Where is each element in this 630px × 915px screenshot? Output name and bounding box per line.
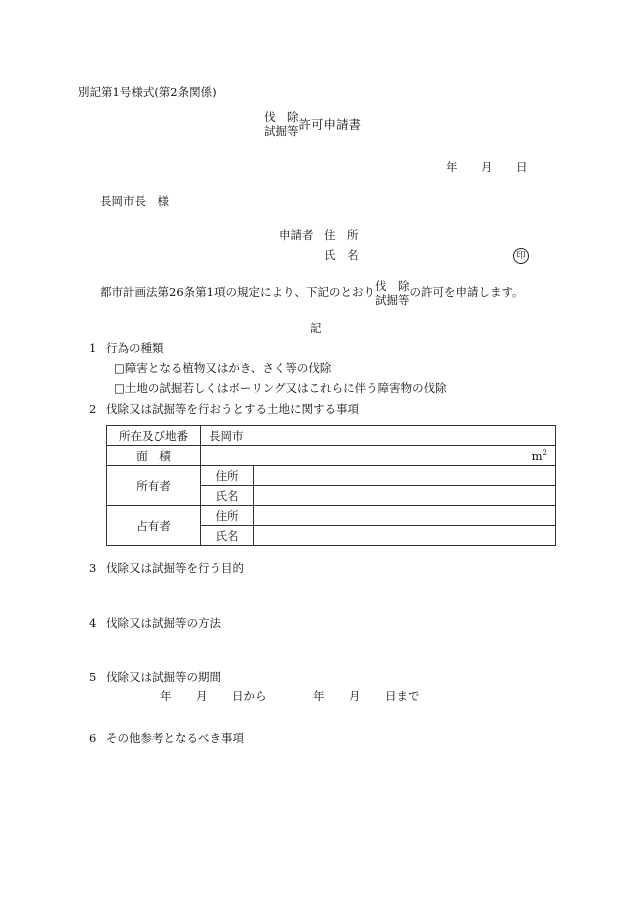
title-stack-top: 伐 除 [264,110,299,124]
owner-address-value [254,466,556,486]
section-2-number: 2 [89,402,97,416]
statement-stack-bottom: 試掘等 [374,293,410,308]
applicant-label: 申請者 [279,228,314,242]
table-row [107,426,556,446]
table-row [107,506,556,526]
section-6-title: その他参考となるべき事項 [106,731,244,745]
seal-mark [513,248,529,264]
date-year-label: 年 [446,160,458,174]
statement-suffix: の許可を申請します。 [409,285,524,300]
title-stack-bottom: 試掘等 [264,124,299,139]
location-value: 長岡市 [201,426,556,446]
period-year-2: 年 [313,689,325,703]
date-day-label: 日 [516,160,528,174]
statement-prefix: 都市計画法第26条第1項の規定により、下記のとおり [100,285,375,300]
table-row [107,466,556,486]
owner-name-label: 氏名 [201,486,254,506]
section-6-number: 6 [89,731,97,745]
area-unit: m [531,448,543,463]
section-1-option-1: □障害となる植物又はかき、さく等の伐除 [114,361,332,375]
ki-heading: 記 [310,321,322,335]
occupant-name-label: 氏名 [201,526,254,546]
location-label: 所在及び地番 [107,426,201,446]
section-2-title: 伐除又は試掘等を行おうとする土地に関する事項 [106,402,359,416]
section-5-number: 5 [89,670,97,684]
period-month-2: 月 [349,689,361,703]
statement-stack-top: 伐 除 [374,279,410,293]
statement-stack [375,279,410,308]
area-label: 面 積 [107,446,201,466]
seal-icon: 印 [513,248,529,264]
title-stack [264,110,299,139]
section-5-title: 伐除又は試掘等の期間 [106,670,221,684]
section-3-title: 伐除又は試掘等を行う目的 [106,561,244,575]
occupant-label: 占有者 [107,506,201,546]
section-3-number: 3 [89,561,97,575]
land-info-table [106,425,556,546]
section-1-option-2: □土地の試掘若しくはボーリング又はこれらに伴う障害物の伐除 [114,381,447,395]
section-4-title: 伐除又は試掘等の方法 [106,616,221,630]
period-from: 日から [232,689,267,703]
addressee: 長岡市長 様 [100,194,169,208]
section-1-number: 1 [89,341,97,355]
area-unit-superscript: 2 [542,448,547,457]
occupant-address-value [254,506,556,526]
area-value-cell [201,446,556,466]
form-label: 別記第1号様式(第2条関係) [78,85,217,99]
owner-label: 所有者 [107,466,201,506]
applicant-address-label: 住 所 [324,228,359,242]
owner-address-label: 住所 [201,466,254,486]
period-until: 日まで [385,689,420,703]
application-statement [100,279,524,308]
table-row [107,446,556,466]
date-month-label: 月 [481,160,493,174]
occupant-address-label: 住所 [201,506,254,526]
applicant-name-label: 氏 名 [324,248,359,262]
document-title [264,110,361,139]
occupant-name-value [254,526,556,546]
owner-name-value [254,486,556,506]
period-month-1: 月 [196,689,208,703]
section-4-number: 4 [89,616,97,630]
section-1-title: 行為の種類 [106,341,164,355]
title-suffix: 許可申請書 [298,116,362,132]
period-year-1: 年 [160,689,172,703]
